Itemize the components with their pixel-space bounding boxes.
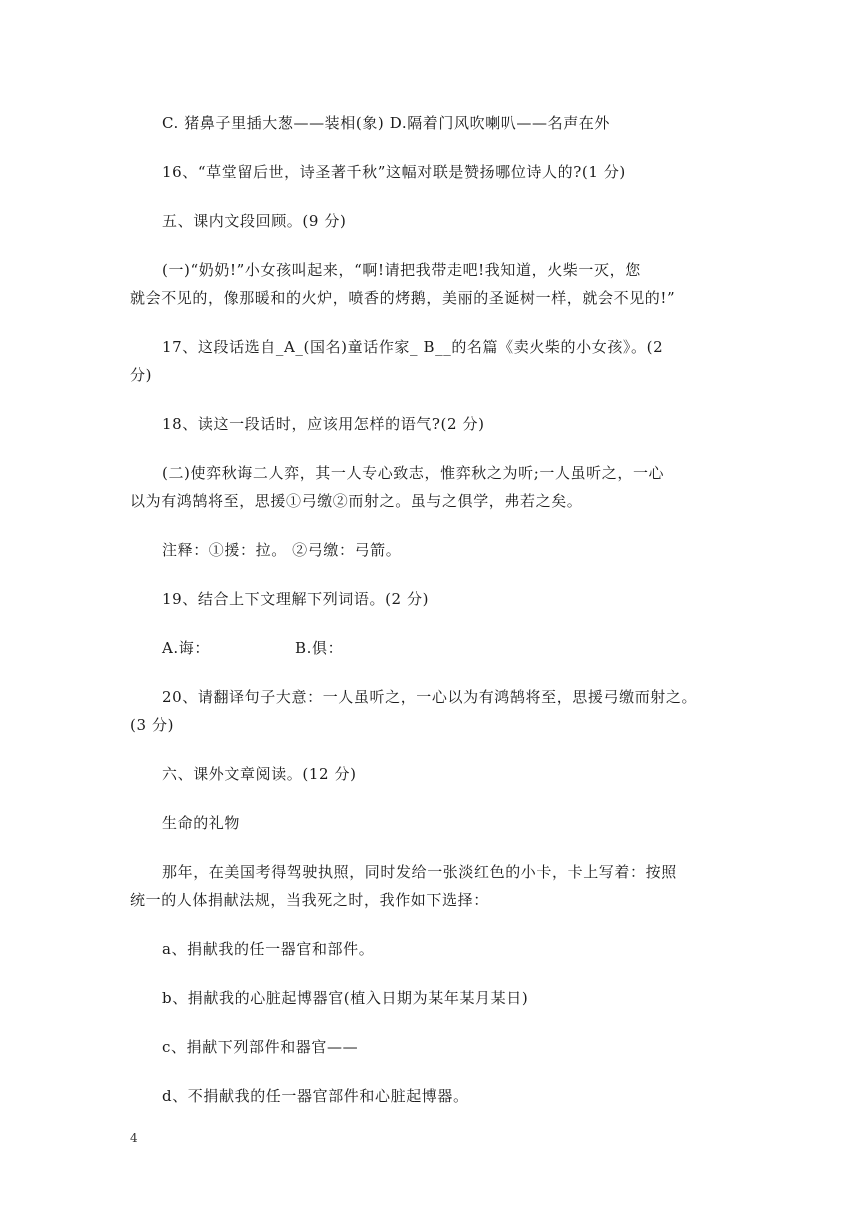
article-paragraph-line-2: 统一的人体捐献法规，当我死之时，我作如下选择： — [130, 891, 489, 909]
passage-2-line-2: 以为有鸿鹄将至，思援①弓缴②而射之。虽与之俱学，弗若之矣。 — [130, 492, 583, 510]
article-title: 生命的礼物 — [162, 814, 241, 832]
passage-1-line-2: 就会不见的，像那暖和的火炉，喷香的烤鹅，美丽的圣诞树一样，就会不见的!” — [130, 289, 676, 307]
question-19-option-a: A.诲： — [162, 639, 211, 657]
question-17-line-2: 分) — [130, 366, 153, 384]
question-16: 16、“草堂留后世，诗圣著千秋”这幅对联是赞扬哪位诗人的?(1 分) — [162, 163, 626, 181]
article-paragraph-line-1: 那年，在美国考得驾驶执照，同时发给一张淡红色的小卡，卡上写着：按照 — [162, 863, 677, 881]
page-number: 4 — [130, 1131, 138, 1145]
article-choice-a: a、捐献我的任一器官和部件。 — [162, 940, 375, 958]
question-19-option-b: B.俱： — [295, 639, 344, 657]
question-18: 18、读这一段话时，应该用怎样的语气?(2 分) — [162, 415, 485, 433]
section-heading-5: 五、课内文段回顾。(9 分) — [162, 212, 347, 230]
passage-2-line-1: (二)使弈秋诲二人弈，其一人专心致志，惟弈秋之为听;一人虽听之，一心 — [162, 464, 665, 482]
article-choice-d: d、不捐献我的任一器官部件和心脏起博器。 — [162, 1087, 469, 1105]
article-choice-b: b、捐献我的心脏起博器官(植入日期为某年某月某日) — [162, 989, 529, 1007]
question-20-line-2: (3 分) — [130, 716, 175, 734]
question-19: 19、结合上下文理解下列词语。(2 分) — [162, 590, 430, 608]
article-choice-c: c、捐献下列部件和器官—— — [162, 1038, 359, 1056]
question-20-line-1: 20、请翻译句子大意：一人虽听之，一心以为有鸿鹄将至，思援弓缴而射之。 — [162, 688, 698, 706]
question-17-line-1: 17、这段话选自_A_(国名)童话作家_ B__的名篇《卖火柴的小女孩》。(2 — [162, 338, 664, 356]
passage-1-line-1: (一)“奶奶!”小女孩叫起来，“啊!请把我带走吧!我知道，火柴一灭，您 — [162, 261, 641, 279]
annotation-note: 注释：①援：拉。 ②弓缴：弓箭。 — [162, 541, 402, 559]
section-heading-6: 六、课外文章阅读。(12 分) — [162, 765, 357, 783]
text-line-option-cd: C. 猪鼻子里插大葱——装相(象) D.隔着门风吹喇叭——名声在外 — [162, 114, 611, 132]
